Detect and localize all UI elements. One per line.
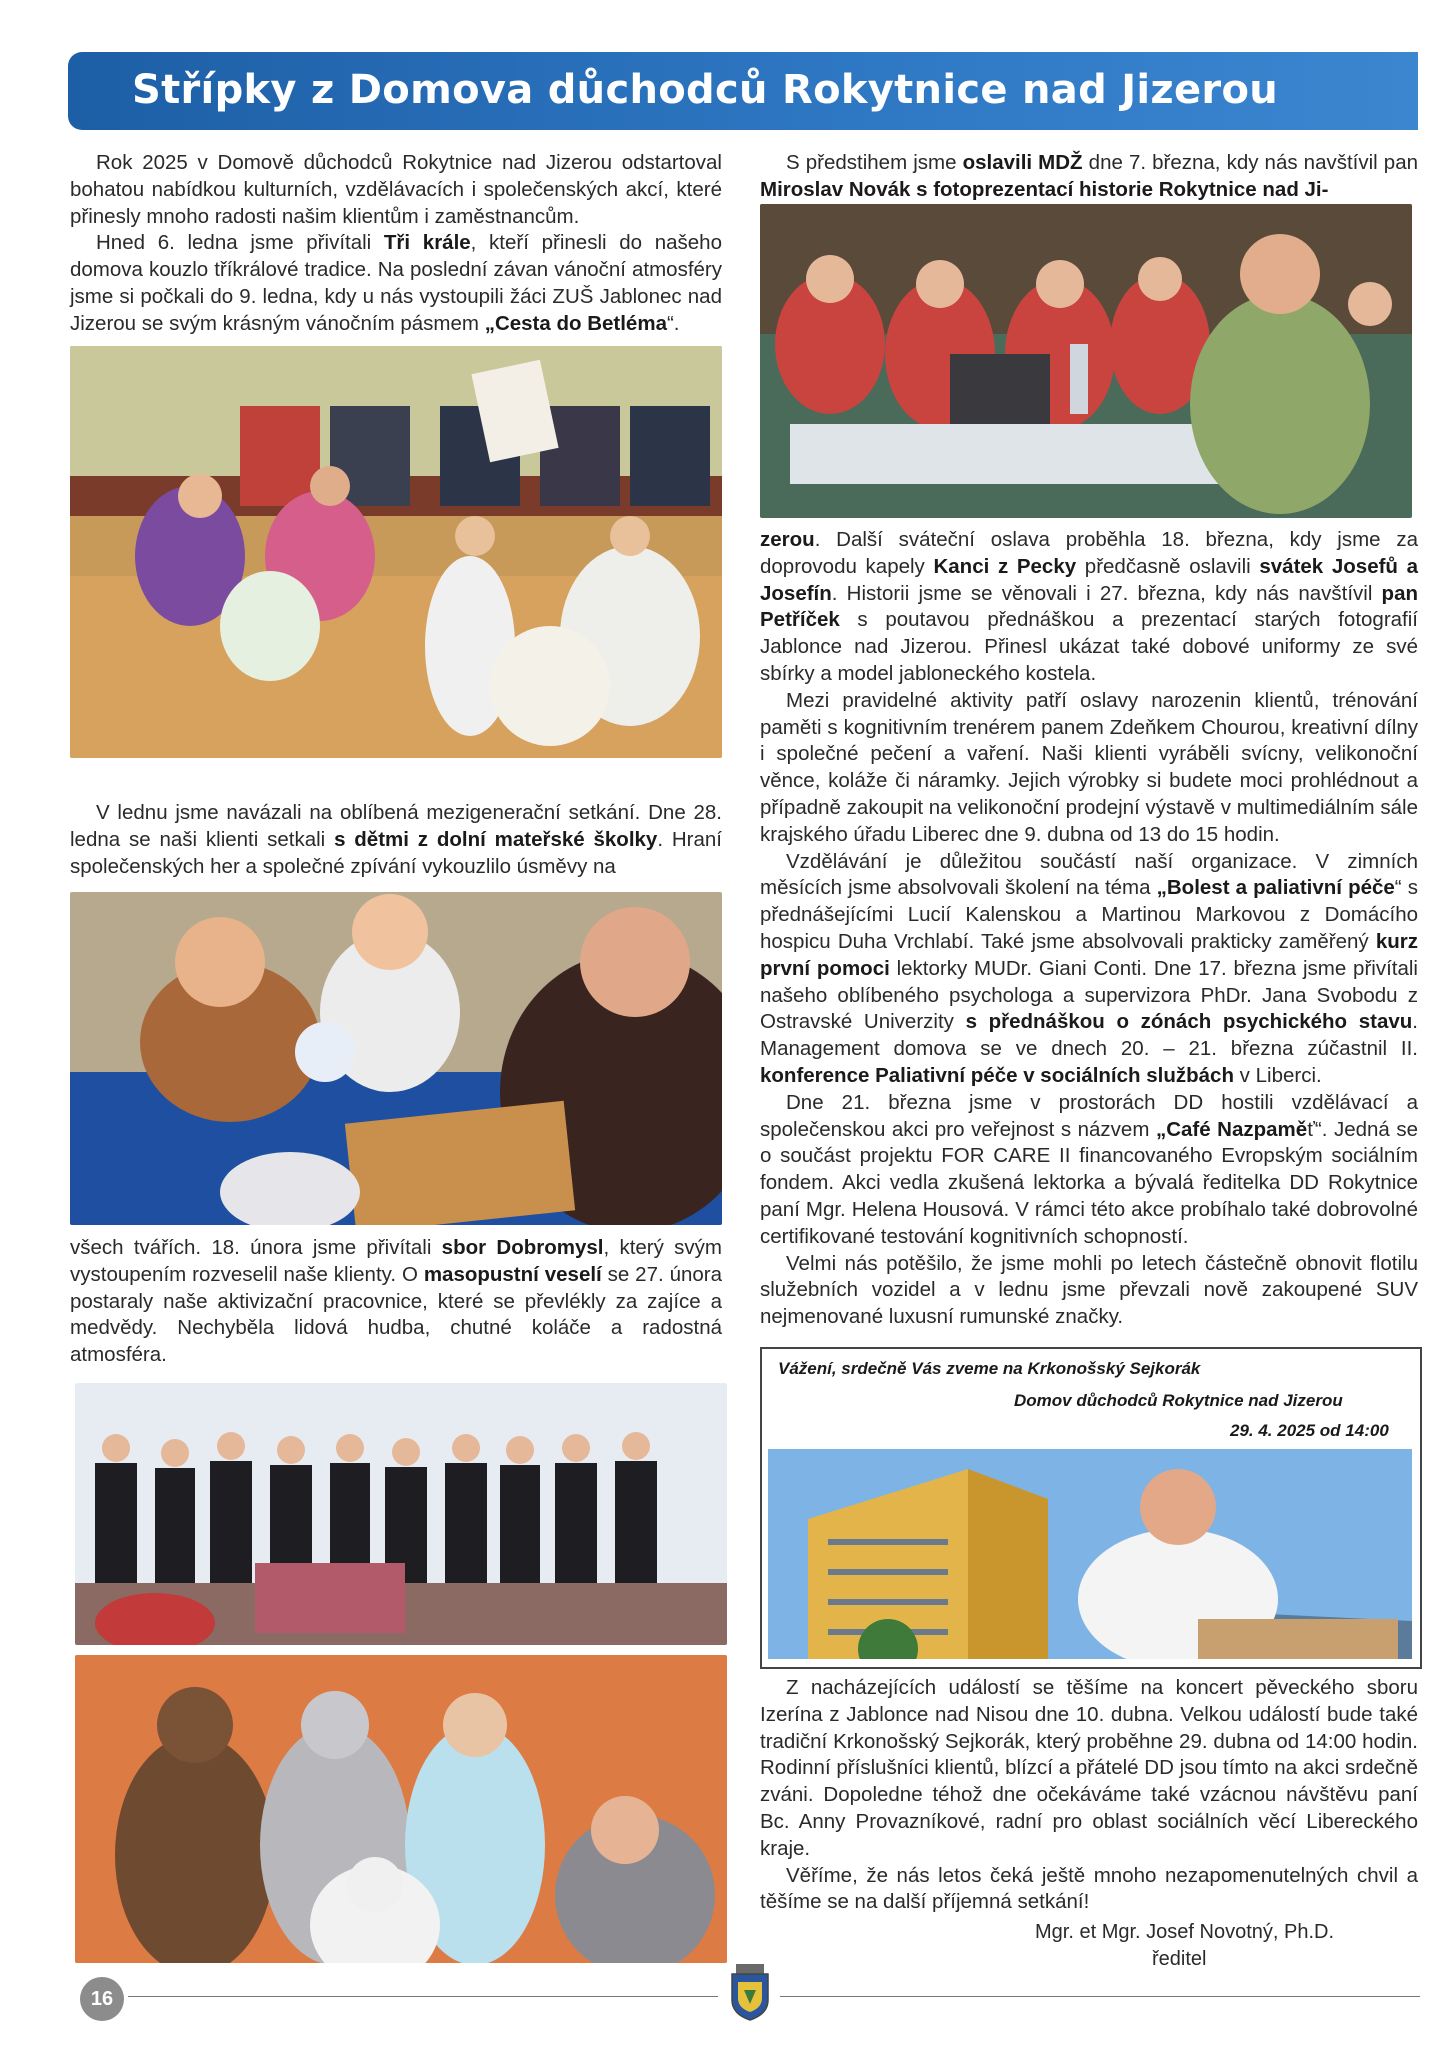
paragraph: Vzdělávání je důležitou součástí naší organizace. V zimních měsících jsme absolvovali školení na téma „Bolest a paliativní péče“ s přednášejícími Lucií Kalenskou a Martinou Markovou z Domácího hospicu Duha Vrchlabí. Také jsme absolvovali prakticky zaměřený kurz první pomoci lektorky MUDr. Giani Conti. Dne 17. března jsme přivítali našeho oblíbeného psychologa a supervizora PhDr. Jana Svobodu z Ostravské Univerzity s přednáškou o zónách psychického stavu. Management domova se ve dnech 20. – 21. března zúčastnil II. konference Paliativní péče v sociálních službách v Liberci.: [760, 849, 1418, 1087]
signature-role: ředitel: [1152, 1948, 1207, 1970]
right-column-top: [760, 150, 1418, 204]
town-crest-icon: [728, 1964, 772, 2022]
paragraph: Mezi pravidelné aktivity patří oslavy narozenin klientů, trénování paměti s kognitivním trenérem panem Zdeňkem Chourou, kreativní dílny i společné pečení a vaření. Naši klienti vyráběli svícny, velikonoční věnce, koláže či náramky. Jejich výrobky si budete moci prohlédnout a případně zakoupit na velikonoční prodejní výstavě v multimediálním sále krajského úřadu Liberec dne 9. dubna od 13 do 15 hodin.: [760, 688, 1418, 846]
left-column-top: [70, 150, 722, 338]
signature-name: Mgr. et Mgr. Josef Novotný, Ph.D.: [1035, 1921, 1335, 1943]
photo-choir-dobromysl: [75, 1383, 727, 1645]
paragraph: Věříme, že nás letos čeká ještě mnoho nezapomenutelných chvil a těšíme se na další příjemná setkání!: [760, 1863, 1418, 1914]
paragraph: V lednu jsme navázali na oblíbená mezigenerační setkání. Dne 28. ledna se naši klienti setkali s dětmi z dolní mateřské školky. Hraní společenských her a společné zpívání vykouzlilo úsměvy na: [70, 801, 722, 878]
title-banner: [68, 52, 1418, 130]
left-column-mid: [70, 800, 722, 880]
right-column-bottom: [760, 1675, 1418, 1916]
left-column-bottom: [70, 1235, 722, 1369]
paragraph: Z nacházejících událostí se těšíme na koncert pěveckého sboru Izerína z Jablonce nad Nisou dne 10. dubna. Velkou událostí bude také tradiční Krkonošský Sejkorák, který proběhne 29. dubna od 14:00 hodin. Rodinní příslušníci klientů, blízcí a přátelé DD jsou tímto na akci srdečně zváni. Dopoledne téhož dne očekáváme také vzácnou návštěvu paní Bc. Anny Provazníkové, radní pro oblast sociálních věcí Libereckého kraje.: [760, 1676, 1418, 1860]
paragraph: Hned 6. ledna jsme přivítali Tři krále, kteří přinesli do našeho domova kouzlo tříkrálové tradice. Na poslední závan vánoční atmosféry jsme si počkali do 9. ledna, kdy u nás vystoupili žáci ZUŠ Jablonec nad Jizerou se svým krásným vánočním pásmem „Cesta do Betléma“.: [70, 231, 722, 335]
invitation-box: [760, 1347, 1422, 1669]
invitation-date: 29. 4. 2025 od 14:00: [1230, 1421, 1389, 1440]
paragraph: zerou. Další sváteční oslava proběhla 18. března, kdy jsme za doprovodu kapely Kanci z Pecky předčasně oslavili svátek Josefů a Josefín. Historii jsme se věnovali i 27. března, kdy nás navštívil pan Petříček s poutavou přednáškou a prezentací starých fotografií Jablonce nad Jizerou. Přinesl ukázat také dobové uniformy ze své sbírky a model jabloneckého kostela.: [760, 528, 1418, 685]
paragraph: Rok 2025 v Domově důchodců Rokytnice nad Jizerou odstartoval bohatou nabídkou kulturních, vzdělávacích i společenských akcí, které přinesly mnoho radosti našim klientům i zaměstnancům.: [70, 151, 722, 228]
photo-masopust-costumes: [75, 1655, 727, 1963]
paragraph: Dne 21. března jsme v prostorách DD hostili vzdělávací a společenskou akci pro veřejnost s názvem „Café Nazpaměť“. Jedná se o součást projektu FOR CARE II financovaného Evropským sociálním fondem. Akci vedla zkušená lektorka a bývalá ředitelka DD Rokytnice paní Mgr. Helena Housová. V rámci této akce probíhalo také dobrovolné certifikované testování kognitivních schopností.: [760, 1090, 1418, 1248]
paragraph: všech tvářích. 18. února jsme přivítali sbor Dobromysl, který svým vystoupením rozveselil naše klienty. O masopustní veselí se 27. února postaraly naše aktivizační pracovnice, které se převlékly za zajíce a medvědy. Nechyběla lidová hudba, chutné koláče a radostná atmosféra.: [70, 1236, 723, 1367]
right-column-main: [760, 527, 1418, 1331]
photo-sejkorak-invitation: [768, 1449, 1412, 1659]
invitation-line: Vážení, srdečně Vás zveme na Krkonošský Sejkorák: [778, 1359, 1201, 1378]
photo-children-with-seniors: [70, 892, 722, 1225]
paragraph: Velmi nás potěšilo, že jsme mohli po letech částečně obnovit flotilu služebních vozidel a v lednu jsme převzali nově zakoupené SUV nejmenované luxusní rumunské značky.: [760, 1251, 1418, 1329]
footer-rule-right: [780, 1996, 1420, 1997]
footer-rule-left: [128, 1996, 718, 1997]
page-title: Střípky z Domova důchodců Rokytnice nad Jizerou: [132, 67, 1279, 113]
photo-three-kings-performance: [70, 346, 722, 758]
photo-history-presentation: [760, 204, 1412, 518]
page-number: 16: [80, 1977, 124, 2021]
paragraph: S předstihem jsme oslavili MDŽ dne 7. března, kdy nás navštívil pan Miroslav Novák s fotoprezentací historie Rokytnice nad Ji-: [760, 151, 1419, 201]
invitation-org: Domov důchodců Rokytnice nad Jizerou: [1014, 1391, 1343, 1410]
